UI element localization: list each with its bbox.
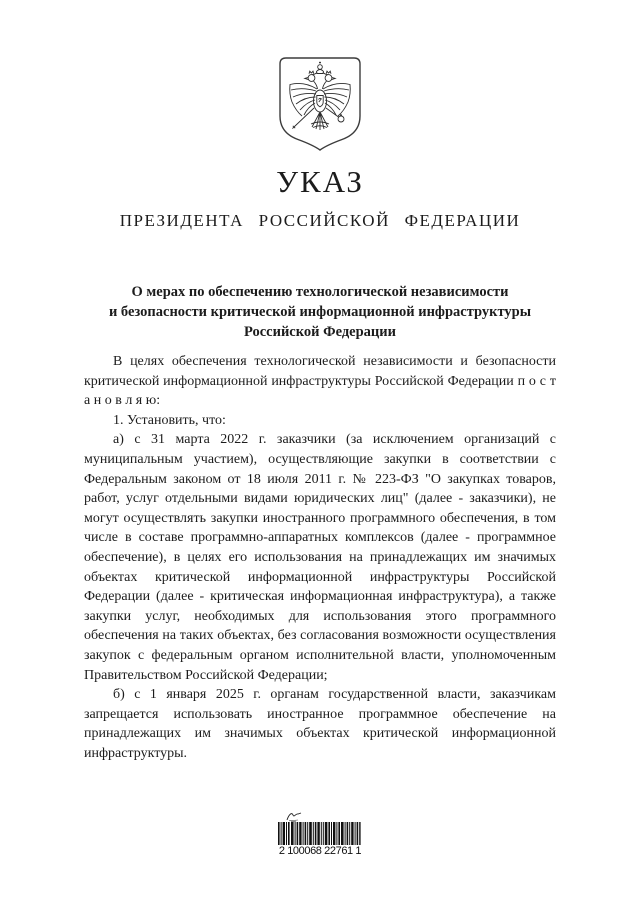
publication-barcode-block bbox=[275, 809, 365, 858]
decree-title-line-2: и безопасности критической информационной инфраструктуры bbox=[108, 304, 532, 320]
barcode-icon bbox=[278, 822, 362, 845]
double-headed-eagle bbox=[290, 62, 351, 130]
shield-outline bbox=[280, 58, 360, 150]
printers-mark-icon bbox=[275, 809, 365, 822]
issuer-heading: ПРЕЗИДЕНТА РОССИЙСКОЙ ФЕДЕРАЦИИ bbox=[119, 211, 521, 230]
decree-title-line-3: Российской Федерации bbox=[243, 324, 396, 340]
barcode-digits: 2 100068 22761 1 bbox=[278, 845, 362, 857]
body-paragraph-preamble: В целях обеспечения технологической независимости и безопасности критической информационной инфраструктуры Российской Федерации п о с т а н о в л я ю: bbox=[84, 354, 556, 409]
decree-title-line-1: О мерах по обеспечению технологической независимости bbox=[131, 284, 509, 300]
body-paragraph-item-1a: а) с 31 марта 2022 г. заказчики (за исключением организаций с муниципальным участием), осуществляющие закупки в соответствии с Федеральным законом от 18 июля 2011 г. № 223-ФЗ "О закупках товаров, работ, услуг отдельными видами юридических лиц" (далее - заказчики), не могут осуществлять закупки иностранного программного обеспечения, в том числе в составе программно-аппаратных комплексов (далее - программное обеспечение), в целях его использования на принадлежащих им значимых объектах критической информационной инфраструктуры Российской Федерации (далее - критическая информационная инфраструктура), а также закупки услуг, необходимых для использования этого программного обеспечения на таких объектах, без согласования возможности осуществления закупок с федеральным органом исполнительной власти, уполномоченным Правительством Российской Федерации; bbox=[84, 432, 556, 683]
document-type-heading: УКАЗ bbox=[276, 164, 364, 199]
decree-title bbox=[70, 282, 570, 342]
decree-body bbox=[84, 352, 556, 763]
body-paragraph-item-1: 1. Установить, что: bbox=[113, 412, 226, 428]
body-paragraph-item-1b: б) с 1 января 2025 г. органам государственной власти, заказчикам запрещается использовать иностранное программное обеспечение на принадлежащих им значимых объектах критической информационной инфраструктуры. bbox=[84, 687, 556, 761]
russian-coat-of-arms-icon bbox=[278, 56, 362, 152]
